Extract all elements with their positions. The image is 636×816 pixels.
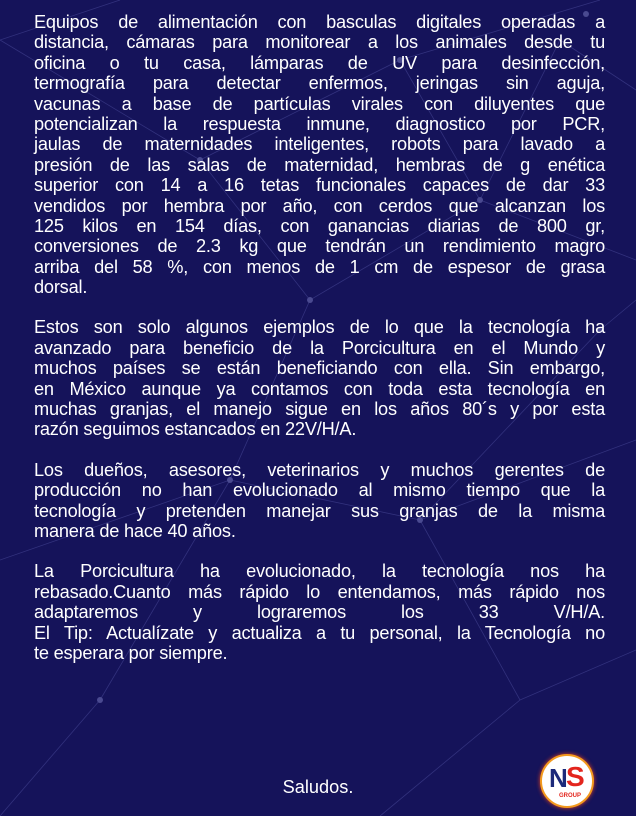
text-line: jaulas de maternidades inteligentes, robots para lavado a xyxy=(34,134,605,155)
text-line: avanzado para beneficio de la Porcicultura en el Mundo y xyxy=(34,337,605,358)
text-line: potencializan la respuesta inmune, diagnostico por PCR, xyxy=(34,113,605,134)
text-line: te esperara por siempre. xyxy=(34,642,228,663)
text-line: rebasado.Cuanto más rápido lo entendamos, más rápido nos xyxy=(34,581,605,602)
text-line: Equipos de alimentación con basculas digitales operadas a xyxy=(34,12,605,32)
paragraph xyxy=(34,317,605,439)
document-body xyxy=(34,12,605,683)
text-line: arriba del 58 %, con menos de 1 cm de espesor de grasa xyxy=(34,256,605,277)
text-line: 125 kilos en 154 días, con ganancias diarias de 800 gr, xyxy=(34,215,605,236)
text-line: muchas granjas, el manejo sigue en los años 80´s y por esta xyxy=(34,399,605,420)
text-line: razón seguimos estancados en 22V/H/A. xyxy=(34,419,357,440)
text-line: adaptaremos y lograremos los 33 V/H/A. xyxy=(34,602,605,623)
text-line: Estos son solo algunos ejemplos de lo que la tecnología ha xyxy=(34,317,605,338)
paragraph xyxy=(34,561,605,663)
text-line: oficina o tu casa, lámparas de UV para desinfección, xyxy=(34,52,605,73)
text-line: conversiones de 2.3 kg que tendrán un rendimiento magro xyxy=(34,236,605,257)
text-line: presión de las salas de maternidad, hembras de g enética xyxy=(34,154,605,175)
text-line: termografía para detectar enfermos, jeringas sin aguja, xyxy=(34,73,605,94)
text-line: vacunas a base de partículas virales con diluyentes que xyxy=(34,93,605,114)
closing-text: Saludos. xyxy=(282,777,354,797)
text-line: distancia, cámaras para monitorear a los animales desde tu xyxy=(34,32,605,53)
text-line: manera de hace 40 años. xyxy=(34,520,236,541)
paragraph xyxy=(34,460,605,542)
text-line: El Tip: Actualízate y actualiza a tu personal, la Tecnología no xyxy=(34,622,605,643)
ns-group-logo: N S GROUP xyxy=(540,754,594,808)
text-line: dorsal. xyxy=(34,277,88,298)
text-line: Los dueños, asesores, veterinarios y muchos gerentes de xyxy=(34,459,605,480)
text-line: tecnología y pretenden manejar sus granjas de la misma xyxy=(34,500,605,521)
text-line: superior con 14 a 16 tetas funcionales capaces de dar 33 xyxy=(34,175,605,196)
paragraph xyxy=(34,12,605,297)
text-line: producción no han evolucionado al mismo tiempo que la xyxy=(34,480,605,501)
text-line: muchos países se están beneficiando con ella. Sin embargo, xyxy=(34,358,605,379)
text-line: La Porcicultura ha evolucionado, la tecnología nos ha xyxy=(34,561,605,582)
text-line: en México aunque ya contamos con toda esta tecnología en xyxy=(34,378,605,399)
text-line: vendidos por hembra por año, con cerdos que alcanzan los xyxy=(34,195,605,216)
